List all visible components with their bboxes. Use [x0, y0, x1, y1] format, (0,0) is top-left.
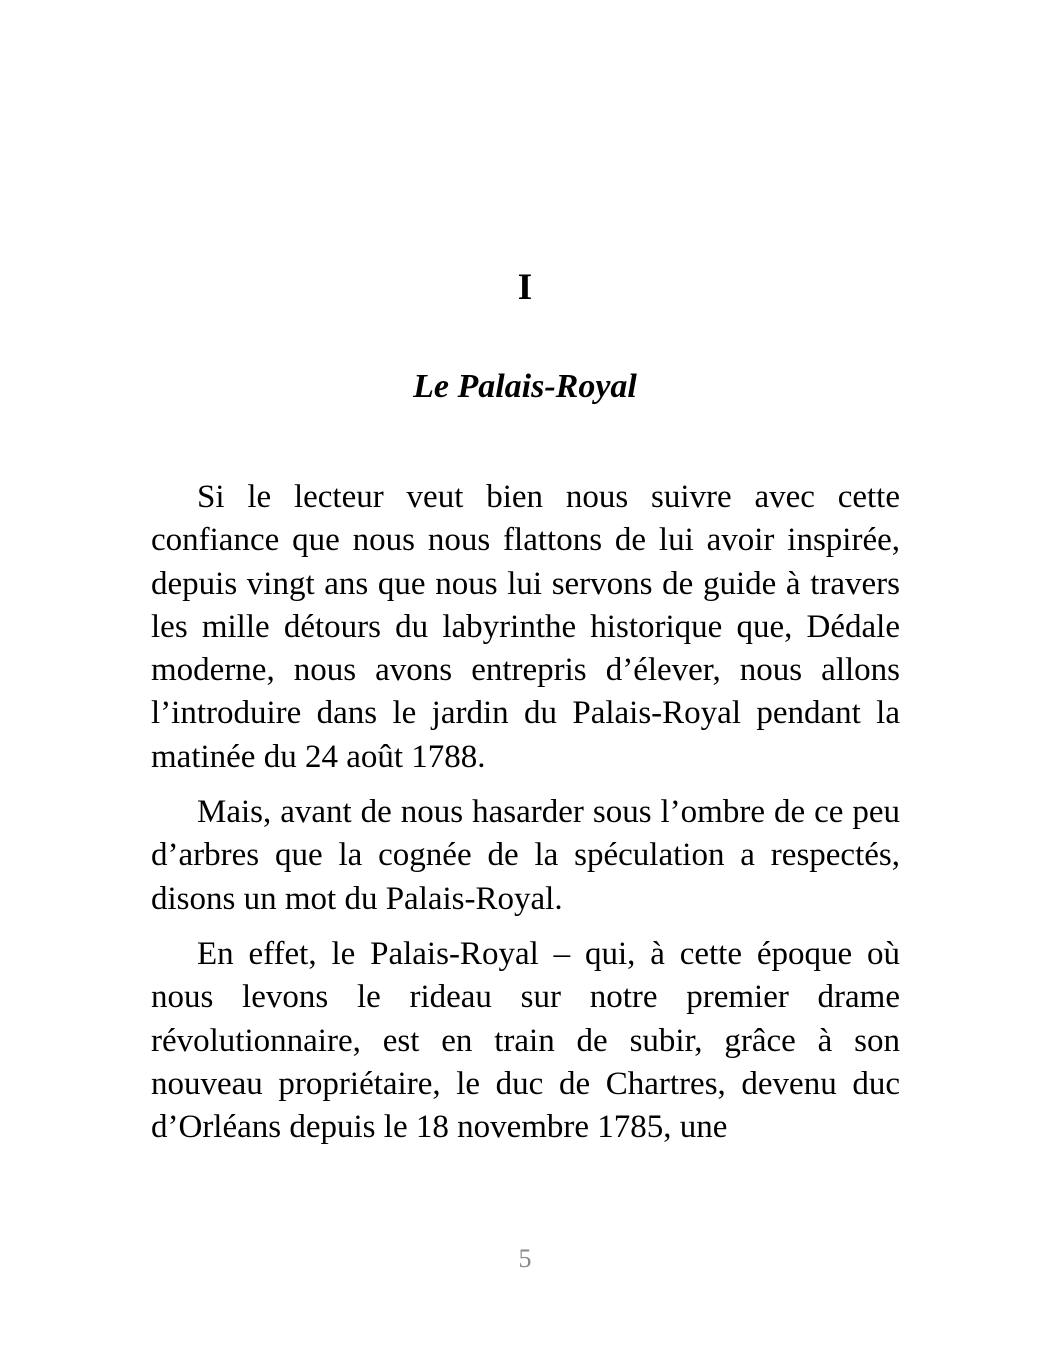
chapter-number: I: [517, 267, 533, 308]
paragraph: Mais, avant de nous hasarder sous l’ombre de ce peu d’arbres que la cognée de la spéculation a respectés, disons un mot du Palais-Royal.: [151, 794, 900, 917]
chapter-title: Le Palais-Royal: [413, 368, 637, 405]
paragraph: Si le lecteur veut bien nous suivre avec cette confiance que nous nous flattons de lui avoir inspirée, depuis vingt ans que nous lui servons de guide à travers les mille détours du labyrinthe historique que, Dédale moderne, nous avons entrepris d’élever, nous allons l’introduire dans le jardin du Palais-Royal pendant la matinée du 24 août 1788.: [151, 479, 900, 775]
body-text: [151, 476, 900, 1161]
page-number: 5: [518, 1244, 532, 1273]
paragraph: En effet, le Palais-Royal – qui, à cette époque où nous levons le rideau sur notre premier drame révolutionnaire, est en train de subir, grâce à son nouveau propriétaire, le duc de Chartres, devenu duc d’Orléans depuis le 18 novembre 1785, une: [151, 935, 900, 1146]
